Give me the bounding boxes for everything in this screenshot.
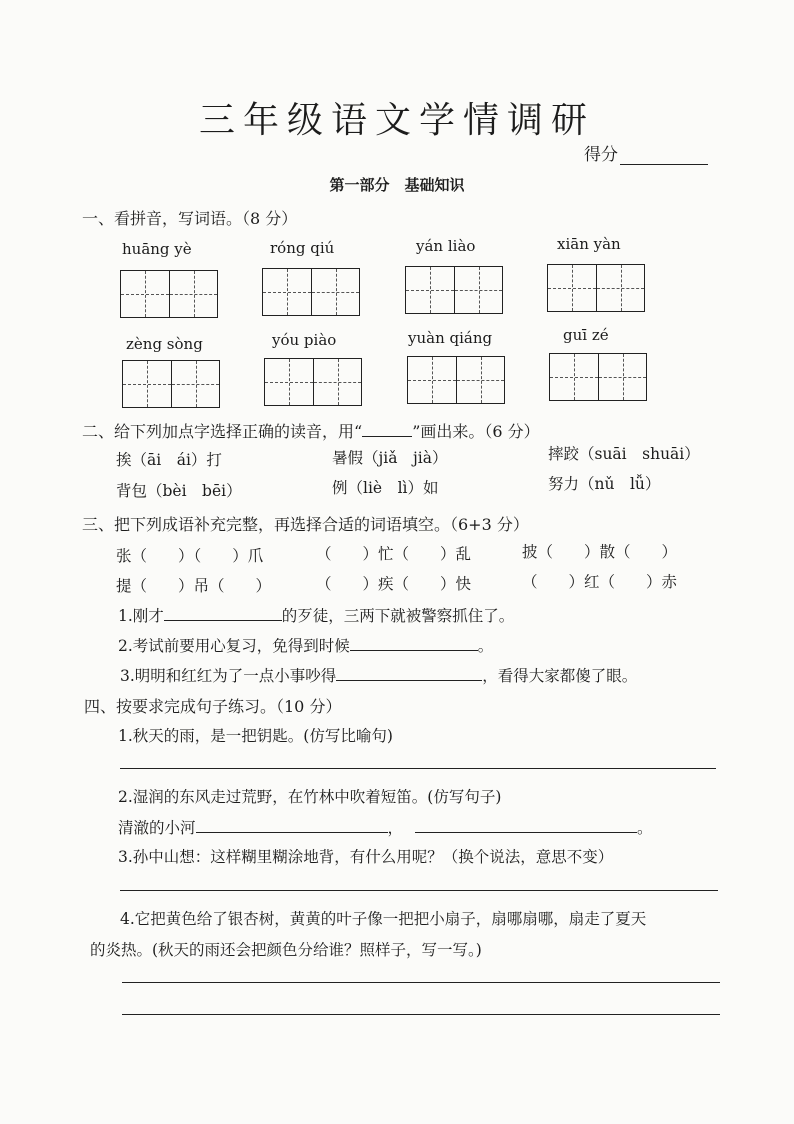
- fill-sentence-2: [118, 634, 493, 656]
- idiom-item[interactable]: 提（ ）吊（ ）: [116, 577, 272, 595]
- part-heading: 第一部分 基础知识: [329, 176, 465, 194]
- pinyin-label: xiān yàn: [557, 235, 621, 253]
- writing-grid[interactable]: [547, 264, 645, 312]
- idiom-item[interactable]: 张（ ）（ ）爪: [116, 547, 264, 565]
- score-field: [584, 140, 708, 165]
- reading-item[interactable]: 挨（āi ái）打: [116, 451, 222, 469]
- answer-blank[interactable]: [196, 818, 388, 833]
- reading-item[interactable]: 暑假（jiǎ jià）: [332, 449, 448, 467]
- sentence-text: 2.考试前要用心复习，免得到时候: [118, 637, 350, 655]
- writing-grid[interactable]: [120, 270, 218, 318]
- pinyin-label: róng qiú: [270, 239, 335, 257]
- pinyin-label: yuàn qiáng: [408, 329, 493, 347]
- answer-blank[interactable]: [415, 818, 637, 833]
- reading-item[interactable]: 努力（nǔ lǚ）: [548, 475, 661, 493]
- sentence-text: 。: [637, 819, 653, 837]
- section-3-heading: 三、把下列成语补充完整，再选择合适的词语填空。（6+3 分）: [82, 515, 529, 534]
- sentence-text: ，看得大家都傻了眼。: [482, 667, 638, 685]
- sentence-text: 1.刚才: [118, 607, 164, 625]
- answer-line[interactable]: [122, 982, 720, 983]
- score-label: 得分: [584, 145, 618, 165]
- sentence-text: ，: [387, 819, 404, 837]
- answer-line[interactable]: [120, 768, 716, 769]
- pinyin-label: yóu piào: [272, 331, 337, 349]
- idiom-item[interactable]: （ ）疾（ ）快: [316, 575, 472, 593]
- answer-blank[interactable]: [350, 636, 478, 651]
- reading-item[interactable]: 背包（bèi bēi）: [116, 482, 242, 500]
- section-1-heading: 一、看拼音，写词语。（8 分）: [82, 209, 298, 228]
- section-2-heading-end: ”画出来。（6 分）: [412, 422, 540, 441]
- score-blank[interactable]: [620, 148, 708, 165]
- underline-sample: [362, 422, 412, 437]
- section-2-heading-start: 二、给下列加点字选择正确的读音，用“: [82, 422, 363, 441]
- exercise-4-text-line1: 4.它把黄色给了银杏树，黄黄的叶子像一把把小扇子，扇哪扇哪，扇走了夏天: [120, 910, 647, 928]
- writing-grid[interactable]: [262, 268, 360, 316]
- answer-line[interactable]: [122, 1014, 720, 1015]
- pinyin-label: huāng yè: [122, 240, 192, 258]
- sentence-text: 的歹徒，三两下就被警察抓住了。: [281, 607, 515, 625]
- pinyin-label: yán liào: [416, 237, 476, 255]
- idiom-item[interactable]: （ ）红（ ）赤: [522, 573, 678, 591]
- exercise-2-text: 2.湿润的东风走过荒野，在竹林中吹着短笛。(仿写句子): [118, 788, 502, 806]
- pinyin-label: guī zé: [563, 326, 609, 344]
- section-4-heading: 四、按要求完成句子练习。（10 分）: [84, 697, 342, 716]
- writing-grid[interactable]: [407, 356, 505, 404]
- pinyin-label: zèng sòng: [126, 335, 203, 353]
- answer-blank[interactable]: [164, 606, 282, 621]
- fill-sentence-3: [120, 664, 637, 686]
- writing-grid[interactable]: [264, 358, 362, 406]
- idiom-item[interactable]: 披（ ）散（ ）: [522, 543, 678, 561]
- sentence-text: 3.明明和红红为了一点小事吵得: [120, 667, 337, 685]
- reading-item[interactable]: 例（liè lì）如: [332, 479, 439, 497]
- exercise-4-text-line2: 的炎热。(秋天的雨还会把颜色分给谁？照样子，写一写。): [90, 941, 482, 959]
- fill-sentence-1: [118, 604, 514, 626]
- writing-grid[interactable]: [549, 353, 647, 401]
- sentence-text: 清澈的小河: [118, 819, 196, 837]
- idiom-item[interactable]: （ ）忙（ ）乱: [316, 545, 472, 563]
- exercise-3-text: 3.孙中山想：这样糊里糊涂地背，有什么用呢？（换个说法，意思不变）: [118, 848, 614, 866]
- page-title: 三年级语文学情调研: [198, 100, 595, 141]
- sentence-text: 。: [477, 637, 494, 655]
- answer-blank[interactable]: [336, 666, 482, 681]
- answer-line[interactable]: [120, 890, 718, 891]
- exercise-2-answer: [118, 816, 653, 838]
- exercise-1-text: 1.秋天的雨，是一把钥匙。(仿写比喻句): [118, 727, 393, 745]
- reading-item[interactable]: 摔跤（suāi shuāi）: [548, 445, 700, 463]
- section-2-heading: [82, 419, 540, 442]
- writing-grid[interactable]: [122, 360, 220, 408]
- writing-grid[interactable]: [405, 266, 503, 314]
